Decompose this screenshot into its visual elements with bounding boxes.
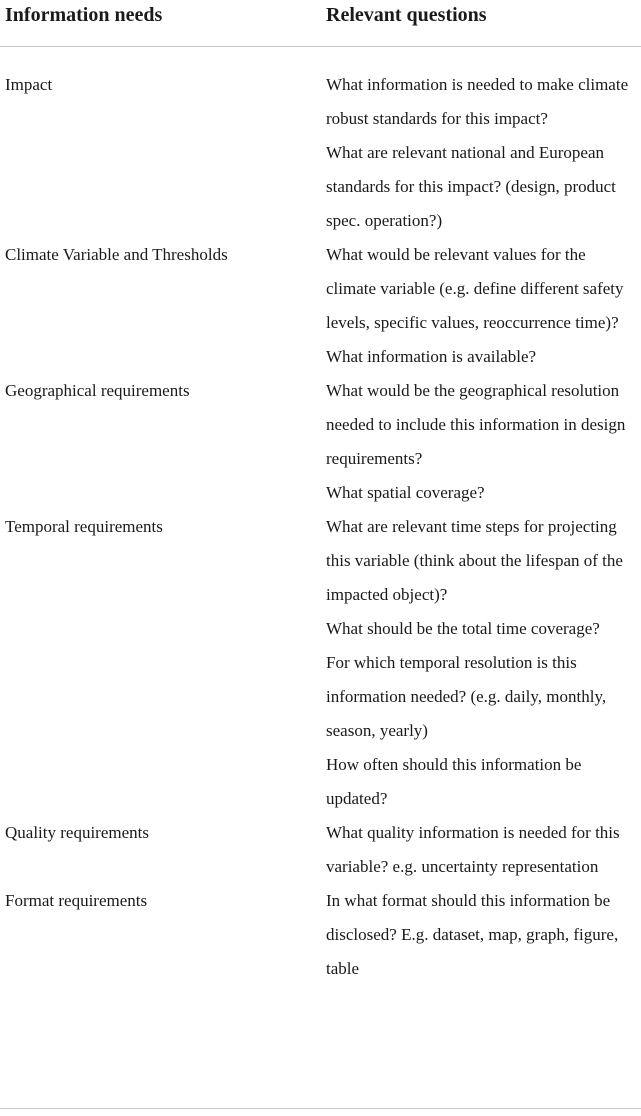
- question-text: What spatial coverage?: [326, 483, 485, 502]
- table-header: [0, 0, 641, 47]
- bottom-rule: [0, 1108, 641, 1109]
- questions-cell: [326, 884, 634, 986]
- header-relevant-questions: Relevant questions: [326, 4, 487, 26]
- questions-cell: [326, 238, 634, 374]
- question-text: How often should this information be updated?: [326, 755, 582, 808]
- question-text: What should be the total time coverage?: [326, 619, 600, 638]
- questions-cell: [326, 510, 634, 816]
- table-row: [0, 374, 641, 510]
- question-text: What would be relevant values for the climate variable (e.g. define different safety levels, specific values, reoccurrence time)?: [326, 245, 624, 332]
- question-text: In what format should this information be disclosed? E.g. dataset, map, graph, figure, table: [326, 891, 619, 978]
- need-cell: Impact: [5, 75, 53, 94]
- need-cell: Temporal requirements: [5, 517, 163, 536]
- questions-cell: [326, 374, 634, 510]
- table-body: [0, 47, 641, 986]
- questions-cell: [326, 68, 634, 238]
- table-row: [0, 68, 641, 238]
- need-cell: Quality requirements: [5, 823, 149, 842]
- question-text: What information is needed to make climate robust standards for this impact?: [326, 75, 629, 128]
- question-text: What information is available?: [326, 347, 537, 366]
- question-text: What are relevant time steps for projecting this variable (think about the lifespan of the impacted object)?: [326, 517, 623, 604]
- need-cell: Format requirements: [5, 891, 148, 910]
- question-text: For which temporal resolution is this information needed? (e.g. daily, monthly, season, yearly): [326, 653, 607, 740]
- table-row: [0, 884, 641, 986]
- table-row: [0, 510, 641, 816]
- question-text: What quality information is needed for this variable? e.g. uncertainty representation: [326, 823, 620, 876]
- question-text: What would be the geographical resolution needed to include this information in design requirements?: [326, 381, 626, 468]
- need-cell: Climate Variable and Thresholds: [5, 245, 228, 264]
- question-text: What are relevant national and European standards for this impact? (design, product spec. operation?): [326, 143, 616, 230]
- table-row: [0, 816, 641, 884]
- header-information-needs: Information needs: [5, 4, 163, 26]
- questions-cell: [326, 816, 634, 884]
- need-cell: Geographical requirements: [5, 381, 190, 400]
- table-row: [0, 238, 641, 374]
